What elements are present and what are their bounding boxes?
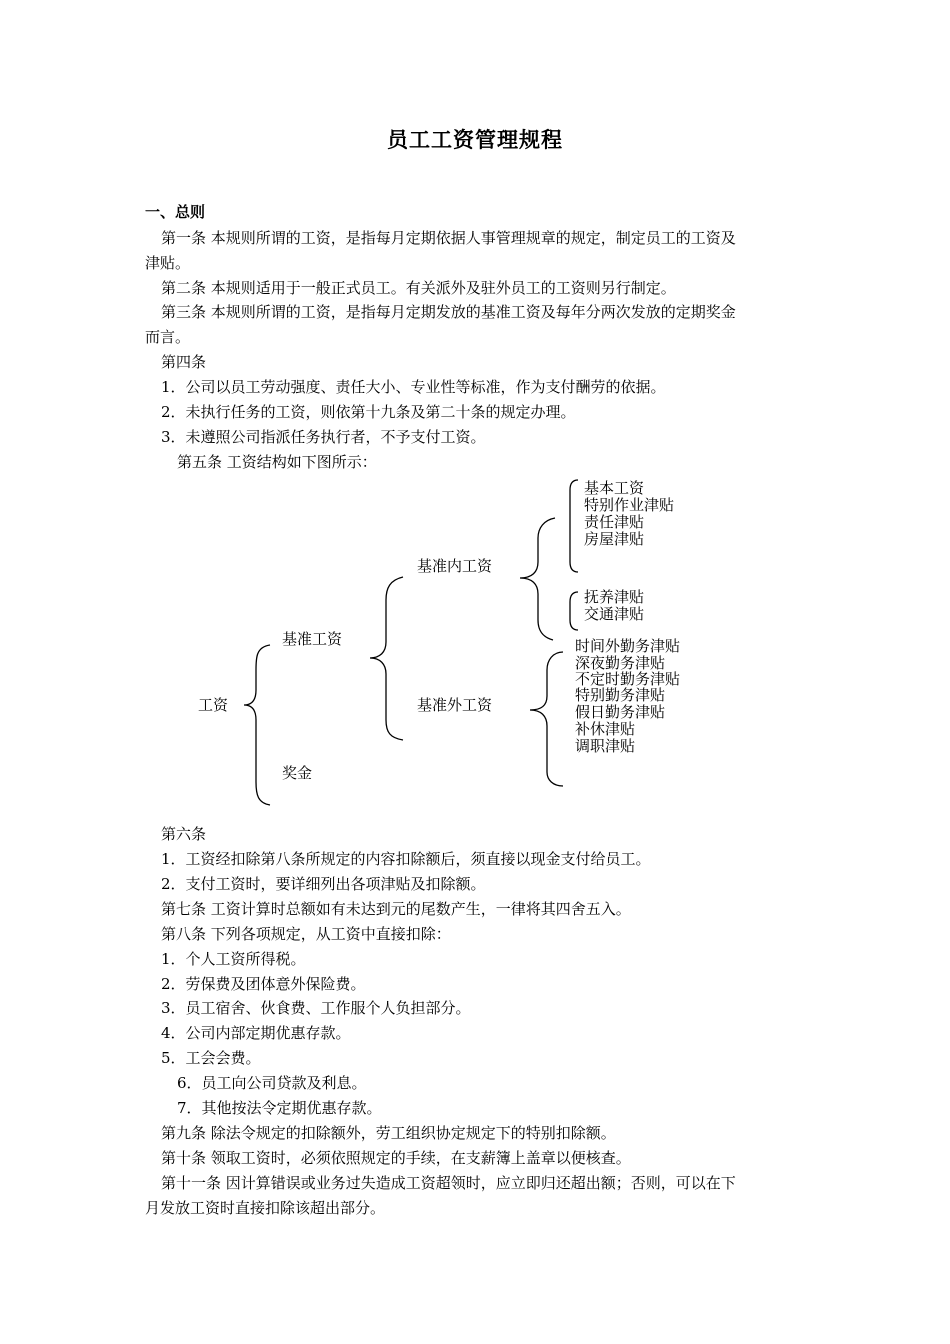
diagram-outer-wage-label: 基准外工资 [417,696,493,714]
article-11-line-1: 第十一条 因计算错误或业务过失造成工资超领时，应立即归还超出额；否则，可以在下 [161,1174,736,1192]
brace-root [244,645,270,805]
article-8-item: 4．公司内部定期优惠存款。 [161,1024,351,1042]
article-4-item: 2．未执行任务的工资，则依第十九条及第二十条的规定办理。 [161,403,576,421]
brace-lines [0,470,950,820]
diagram-outer-item: 假日勤务津贴 [575,703,666,721]
diagram-inner-item: 责任津贴 [584,513,645,531]
diagram-outer-item: 时间外勤务津贴 [575,637,681,655]
brace-inner [520,518,555,640]
article-7: 第七条 工资计算时总额如有未达到元的尾数产生，一律将其四舍五入。 [161,900,631,918]
diagram-root-label: 工资 [198,696,229,714]
article-4: 第四条 [161,353,207,371]
diagram-outer-item: 特别勤务津贴 [575,686,666,704]
diagram-bonus-label: 奖金 [282,764,313,782]
article-6-item: 1．工资经扣除第八条所规定的内容扣除额后，须直接以现金支付给员工。 [161,850,651,868]
article-8-item: 3．员工宿舍、伙食费、工作服个人负担部分。 [161,999,471,1017]
diagram-inner-item: 房屋津贴 [584,530,645,548]
article-8-item: 7．其他按法令定期优惠存款。 [177,1099,382,1117]
article-1-line-1: 第一条 本规则所谓的工资，是指每月定期依据人事管理规章的规定，制定员工的工资及 [161,229,736,247]
article-11-line-2: 月发放工资时直接扣除该超出部分。 [145,1199,386,1217]
diagram-outer-item: 调职津贴 [575,737,636,755]
bracket-inner-group-2 [570,592,578,630]
diagram-inner-item: 交通津贴 [584,605,645,623]
diagram-inner-item: 基本工资 [584,479,645,497]
brace-base [370,577,403,740]
diagram-inner-item: 抚养津贴 [584,588,645,606]
article-8: 第八条 下列各项规定，从工资中直接扣除： [161,925,451,943]
diagram-inner-wage-label: 基准内工资 [417,557,493,575]
article-5: 第五条 工资结构如下图所示： [177,453,377,471]
article-8-item: 1．个人工资所得税。 [161,950,306,968]
document-title: 员工工资管理规程 [387,127,563,152]
diagram-base-wage-label: 基准工资 [282,630,343,648]
diagram-inner-item: 特别作业津贴 [584,496,675,514]
article-8-item: 6．员工向公司贷款及利息。 [177,1074,367,1092]
article-4-item: 1．公司以员工劳动强度、责任大小、专业性等标准，作为支付酬劳的依据。 [161,378,666,396]
article-1-line-2: 津贴。 [145,254,191,272]
article-4-item: 3．未遵照公司指派任务执行者，不予支付工资。 [161,428,486,446]
section-heading: 一、总则 [145,203,206,221]
diagram-outer-item: 补休津贴 [575,720,636,738]
article-3-line-2: 而言。 [145,328,191,346]
article-3-line-1: 第三条 本规则所谓的工资，是指每月定期发放的基准工资及每年分两次发放的定期奖金 [161,303,736,321]
article-6-item: 2．支付工资时，要详细列出各项津贴及扣除额。 [161,875,486,893]
article-9: 第九条 除法令规定的扣除额外，劳工组织协定规定下的特别扣除额。 [161,1124,616,1142]
bracket-inner-group-1 [570,480,578,572]
article-8-item: 5．工会会费。 [161,1049,261,1067]
diagram-outer-item: 不定时勤务津贴 [575,670,681,688]
diagram-outer-item: 深夜勤务津贴 [575,654,666,672]
article-10: 第十条 领取工资时，必须依照规定的手续，在支薪簿上盖章以便核查。 [161,1149,631,1167]
article-8-item: 2．劳保费及团体意外保险费。 [161,975,366,993]
article-6: 第六条 [161,825,207,843]
article-2: 第二条 本规则适用于一般正式员工。有关派外及驻外员工的工资则另行制定。 [161,279,676,297]
salary-structure-diagram [0,470,950,820]
brace-outer [530,652,563,786]
